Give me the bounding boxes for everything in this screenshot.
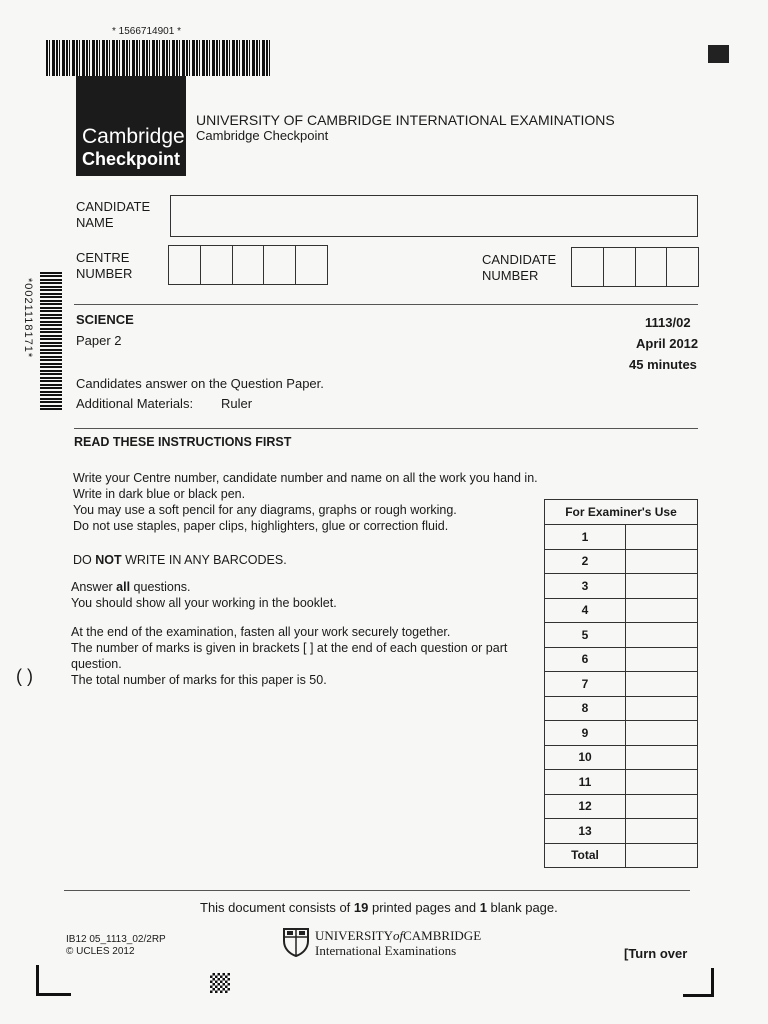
ucam-line1	[315, 928, 481, 943]
warning-post: WRITE IN ANY BARCODES.	[121, 553, 287, 567]
answer-bold: all	[116, 580, 131, 594]
pages-pre: This document consists of	[200, 900, 354, 915]
mark-cell[interactable]	[626, 623, 698, 648]
pages-post: blank page.	[486, 900, 558, 915]
candidate-number-field[interactable]	[571, 247, 699, 287]
question-number: 4	[545, 598, 626, 623]
paper-code: 1113/02	[645, 315, 691, 330]
instruction-line: You should show all your working in the booklet.	[71, 596, 337, 610]
logo-line2: Checkpoint	[82, 149, 181, 169]
candidate-name-label-line2: NAME	[76, 215, 114, 230]
question-number: 10	[545, 745, 626, 770]
cambridge-checkpoint-logo	[76, 76, 186, 176]
candidate-name-label-line1: CANDIDATE	[76, 199, 151, 214]
candidate-number-label-line1: CANDIDATE	[482, 252, 557, 267]
candidate-digit-cell[interactable]	[572, 248, 604, 286]
instruction-line	[71, 579, 337, 595]
page-count-note	[200, 900, 558, 915]
margin-mark: ( )	[16, 666, 33, 686]
code-line2: © UCLES 2012	[66, 946, 135, 957]
instructions-block-3	[71, 579, 337, 611]
instruction-line: Do not use staples, paper clips, highlighters, glue or correction fluid.	[73, 519, 449, 533]
ucam-cambridge: CAMBRIDGE	[403, 928, 482, 943]
side-barcode-number: *0021118171*	[22, 278, 34, 359]
candidate-number-label-line2: NUMBER	[482, 268, 539, 283]
instruction-line: question.	[71, 657, 122, 671]
mark-cell[interactable]	[626, 770, 698, 795]
question-number: 12	[545, 794, 626, 819]
subject: SCIENCE	[76, 312, 134, 327]
instructions-block-1	[73, 470, 538, 534]
table-row	[545, 598, 698, 623]
mark-cell[interactable]	[626, 745, 698, 770]
ucam-of: of	[393, 928, 404, 943]
mark-cell[interactable]	[626, 574, 698, 599]
table-row	[545, 843, 698, 868]
candidate-digit-cell[interactable]	[604, 248, 636, 286]
instructions-heading: READ THESE INSTRUCTIONS FIRST	[74, 435, 292, 449]
university-title: UNIVERSITY OF CAMBRIDGE INTERNATIONAL EXAMINATIONS	[196, 112, 615, 128]
document-code	[66, 934, 166, 958]
exam-duration: 45 minutes	[629, 357, 697, 372]
subtitle: Cambridge Checkpoint	[196, 128, 329, 143]
registration-mark	[708, 45, 729, 63]
materials-label: Additional Materials:	[76, 396, 194, 411]
question-number: 8	[545, 696, 626, 721]
qr-code	[210, 973, 230, 993]
corner-mark-left	[36, 965, 71, 996]
centre-digit-cell[interactable]	[169, 246, 201, 284]
question-number: 7	[545, 672, 626, 697]
question-number: 2	[545, 549, 626, 574]
mark-cell[interactable]	[626, 549, 698, 574]
question-number: 1	[545, 525, 626, 550]
barcode-warning	[73, 552, 287, 568]
instruction-line: The total number of marks for this paper is 50.	[71, 673, 327, 687]
examiners-use-table	[544, 499, 698, 868]
top-barcode	[46, 40, 272, 76]
table-row	[545, 696, 698, 721]
ucam-university: UNIVERSITY	[315, 928, 393, 943]
centre-number-field[interactable]	[168, 245, 328, 285]
mark-cell[interactable]	[626, 647, 698, 672]
university-footer-name	[315, 928, 481, 958]
mark-cell[interactable]	[626, 525, 698, 550]
examiners-use-heading: For Examiner's Use	[545, 500, 698, 525]
table-row	[545, 770, 698, 795]
university-crest-icon	[282, 927, 310, 957]
paper-number: Paper 2	[76, 333, 122, 348]
instruction-line: At the end of the examination, fasten all your work securely together.	[71, 625, 451, 639]
answer-post: questions.	[130, 580, 191, 594]
footer-divider	[64, 890, 690, 891]
centre-number-label-line2: NUMBER	[76, 266, 133, 281]
question-number: 3	[545, 574, 626, 599]
pages-mid: printed pages and	[368, 900, 480, 915]
table-row	[545, 647, 698, 672]
warning-bold: NOT	[95, 553, 122, 567]
answer-note: Candidates answer on the Question Paper.	[76, 376, 324, 391]
table-row	[545, 672, 698, 697]
mark-cell[interactable]	[626, 672, 698, 697]
candidate-number-label	[482, 252, 556, 284]
barcode-number: * 1566714901 *	[112, 26, 181, 37]
code-line1: IB12 05_1113_02/2RP	[66, 934, 166, 945]
logo-line1: Cambridge	[82, 125, 185, 148]
centre-digit-cell[interactable]	[264, 246, 296, 284]
mark-cell[interactable]	[626, 721, 698, 746]
table-row	[545, 574, 698, 599]
question-number: 6	[545, 647, 626, 672]
turn-over: [Turn over	[624, 946, 688, 961]
instruction-line: The number of marks is given in brackets [ ] at the end of each question or part	[71, 641, 508, 655]
pages-num: 19	[353, 900, 369, 915]
candidate-digit-cell[interactable]	[667, 248, 698, 286]
blank-num: 1	[479, 900, 487, 915]
centre-number-label	[76, 250, 132, 282]
candidate-digit-cell[interactable]	[636, 248, 668, 286]
divider	[74, 304, 698, 305]
table-row	[545, 623, 698, 648]
instructions-block-4	[71, 624, 507, 688]
corner-mark-right	[683, 968, 714, 997]
centre-digit-cell[interactable]	[201, 246, 233, 284]
instruction-line: Write your Centre number, candidate number and name on all the work you hand in.	[73, 471, 538, 485]
side-barcode	[40, 272, 62, 412]
total-mark-cell[interactable]	[626, 843, 698, 868]
centre-digit-cell[interactable]	[233, 246, 265, 284]
question-number: 9	[545, 721, 626, 746]
total-label: Total	[545, 843, 626, 868]
candidate-name-label	[76, 199, 150, 231]
question-number: 13	[545, 819, 626, 844]
exam-date: April 2012	[636, 336, 699, 351]
answer-pre: Answer	[71, 580, 117, 594]
question-number: 5	[545, 623, 626, 648]
table-row	[545, 549, 698, 574]
instruction-line: You may use a soft pencil for any diagrams, graphs or rough working.	[73, 503, 457, 517]
table-row	[545, 819, 698, 844]
instruction-line: Write in dark blue or black pen.	[73, 487, 246, 501]
centre-number-label-line1: CENTRE	[76, 250, 130, 265]
materials-value: Ruler	[221, 396, 253, 411]
centre-digit-cell[interactable]	[296, 246, 327, 284]
table-row	[545, 745, 698, 770]
divider	[74, 428, 698, 429]
mark-cell[interactable]	[626, 819, 698, 844]
mark-cell[interactable]	[626, 696, 698, 721]
mark-cell[interactable]	[626, 794, 698, 819]
ucam-line2: International Examinations	[315, 943, 457, 958]
table-row	[545, 721, 698, 746]
warning-pre: DO	[73, 553, 96, 567]
table-row	[545, 794, 698, 819]
candidate-name-field[interactable]	[170, 195, 698, 237]
question-number: 11	[545, 770, 626, 795]
mark-cell[interactable]	[626, 598, 698, 623]
table-row	[545, 525, 698, 550]
